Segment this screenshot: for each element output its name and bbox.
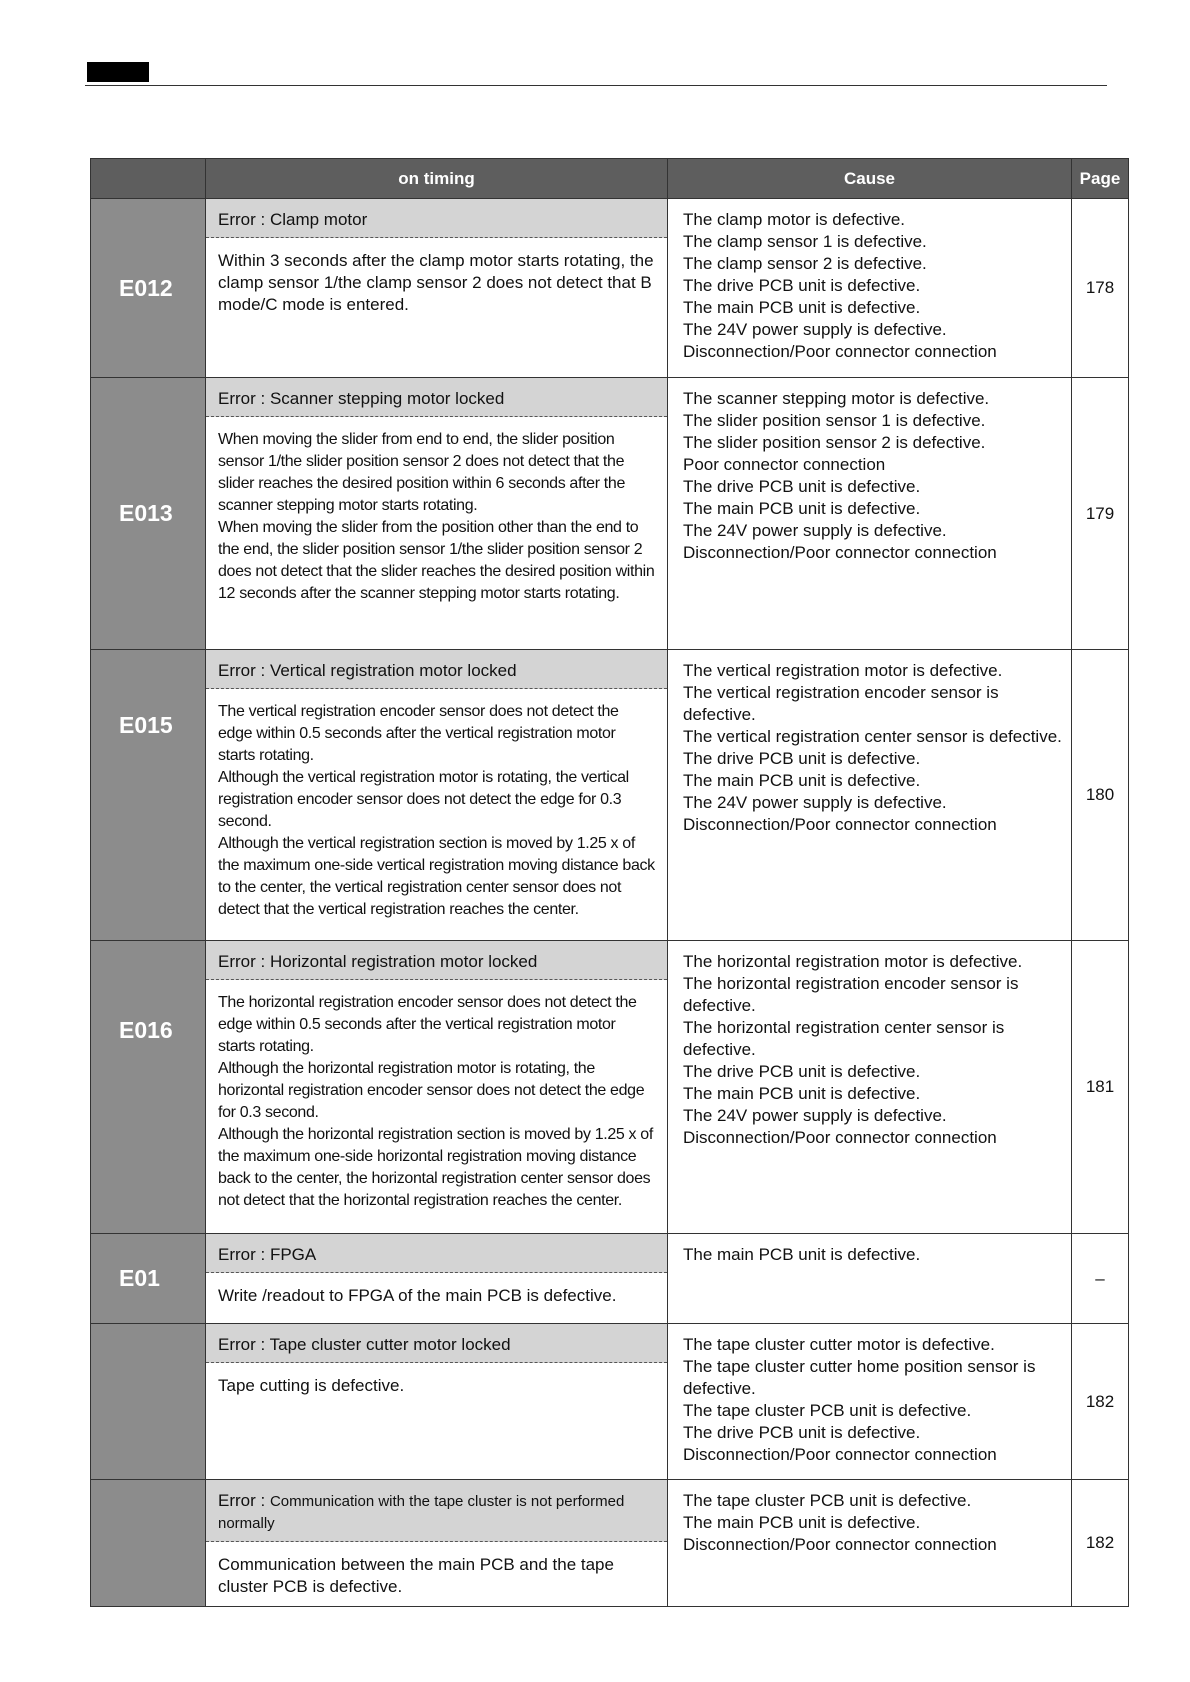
error-title: Error : Tape cluster cutter motor locked [206, 1324, 667, 1363]
cause-list: The horizontal registration motor is defective. The horizontal registration encoder sensor is defective. The horizontal registration center sensor is defective. The drive PCB unit is defective. The main PCB unit is defective. The 24V power supply is defective. Disconnection/Poor connector connection [668, 941, 1072, 1234]
error-title-prefix: Error : [218, 1491, 270, 1510]
error-code [91, 1480, 206, 1607]
error-title-text: Communication with the tape cluster is not performed normally [218, 1493, 625, 1532]
error-code [91, 1324, 206, 1480]
cause-list: The main PCB unit is defective. [668, 1234, 1072, 1324]
error-description: Write /readout to FPGA of the main PCB is defective. [218, 1286, 617, 1305]
error-title: Error : Scanner stepping motor locked [206, 378, 667, 417]
header-cause: Cause [668, 159, 1072, 199]
error-code: E013 [91, 378, 206, 650]
header-code [91, 159, 206, 199]
error-description: The horizontal registration encoder sensor does not detect the edge within 0.5 seconds after the vertical registration motor starts rotating. Although the horizontal registration motor is rotating, the horizontal registration encoder sensor does not detect the edge for 0.3 second. Although the horizontal registration section is moved by 1.25 x of the maximum one-side horizontal registration moving distance back to the center, the horizontal registration center sensor does not detect that the horizontal registration reaches the center. [218, 994, 653, 1209]
header-rule [85, 85, 1107, 86]
page-number: 182 [1072, 1480, 1129, 1607]
timing-cell [206, 941, 668, 1234]
table-row [91, 1480, 1129, 1607]
error-code: E01 [91, 1234, 206, 1324]
table-header-row [91, 159, 1129, 199]
error-code-table [90, 158, 1129, 1607]
error-description: Within 3 seconds after the clamp motor starts rotating, the clamp sensor 1/the clamp sensor 2 does not detect that B mode/C mode is entered. [218, 251, 654, 314]
error-code: E016 [91, 941, 206, 1234]
table-row [91, 650, 1129, 941]
page-number: 179 [1072, 378, 1129, 650]
page-number: 178 [1072, 199, 1129, 378]
header-page: Page [1072, 159, 1129, 199]
cause-list: The tape cluster cutter motor is defective. The tape cluster cutter home position sensor is defective. The tape cluster PCB unit is defective. The drive PCB unit is defective. Disconnection/Poor connector connection [668, 1324, 1072, 1480]
error-code: E012 [91, 199, 206, 378]
timing-cell [206, 1324, 668, 1480]
timing-cell [206, 199, 668, 378]
error-description: Communication between the main PCB and the tape cluster PCB is defective. [218, 1555, 614, 1596]
cause-list: The clamp motor is defective. The clamp sensor 1 is defective. The clamp sensor 2 is defective. The drive PCB unit is defective. The main PCB unit is defective. The 24V power supply is defective. Disconnection/Poor connector connection [668, 199, 1072, 378]
error-description: When moving the slider from end to end, the slider position sensor 1/the slider position sensor 2 does not detect that the slider reaches the desired position within 6 seconds after the scanner stepping motor starts rotating. When moving the slider from the position other than the end to the end, the slider position sensor 1/the slider position sensor 2 does not detect that the slider reaches the desired position within 12 seconds after the scanner stepping motor starts rotating. [218, 431, 655, 602]
table-row [91, 378, 1129, 650]
error-code: E015 [91, 650, 206, 941]
error-title: Error : FPGA [206, 1234, 667, 1273]
error-title: Error : Horizontal registration motor locked [206, 941, 667, 980]
error-title: Error : Clamp motor [206, 199, 667, 238]
table-row [91, 1324, 1129, 1480]
table-row [91, 1234, 1129, 1324]
error-description: Tape cutting is defective. [218, 1376, 405, 1395]
error-title [206, 1480, 667, 1542]
error-description: The vertical registration encoder sensor does not detect the edge within 0.5 seconds after the vertical registration motor starts rotating. Although the vertical registration motor is rotating, the vertical registration encoder sensor does not detect the edge for 0.3 second. Although the vertical registration section is moved by 1.25 x of the maximum one-side vertical registration moving distance back to the center, the vertical registration center sensor does not detect that the vertical registration reaches the center. [218, 703, 655, 918]
table-row [91, 199, 1129, 378]
page-number: – [1072, 1234, 1129, 1324]
timing-cell [206, 650, 668, 941]
error-title: Error : Vertical registration motor locked [206, 650, 667, 689]
timing-cell [206, 378, 668, 650]
cause-list: The vertical registration motor is defective. The vertical registration encoder sensor is defective. The vertical registration center sensor is defective. The drive PCB unit is defective. The main PCB unit is defective. The 24V power supply is defective. Disconnection/Poor connector connection [668, 650, 1072, 941]
page-number: 182 [1072, 1324, 1129, 1480]
cause-list: The scanner stepping motor is defective. The slider position sensor 1 is defective. The slider position sensor 2 is defective. Poor connector connection The drive PCB unit is defective. The main PCB unit is defective. The 24V power supply is defective. Disconnection/Poor connector connection [668, 378, 1072, 650]
header-timing: on timing [206, 159, 668, 199]
timing-cell [206, 1480, 668, 1607]
cause-list: The tape cluster PCB unit is defective. The main PCB unit is defective. Disconnection/Poor connector connection [668, 1480, 1072, 1607]
header-black-block [87, 62, 149, 82]
page-number: 181 [1072, 941, 1129, 1234]
page-number: 180 [1072, 650, 1129, 941]
timing-cell [206, 1234, 668, 1324]
table-row [91, 941, 1129, 1234]
